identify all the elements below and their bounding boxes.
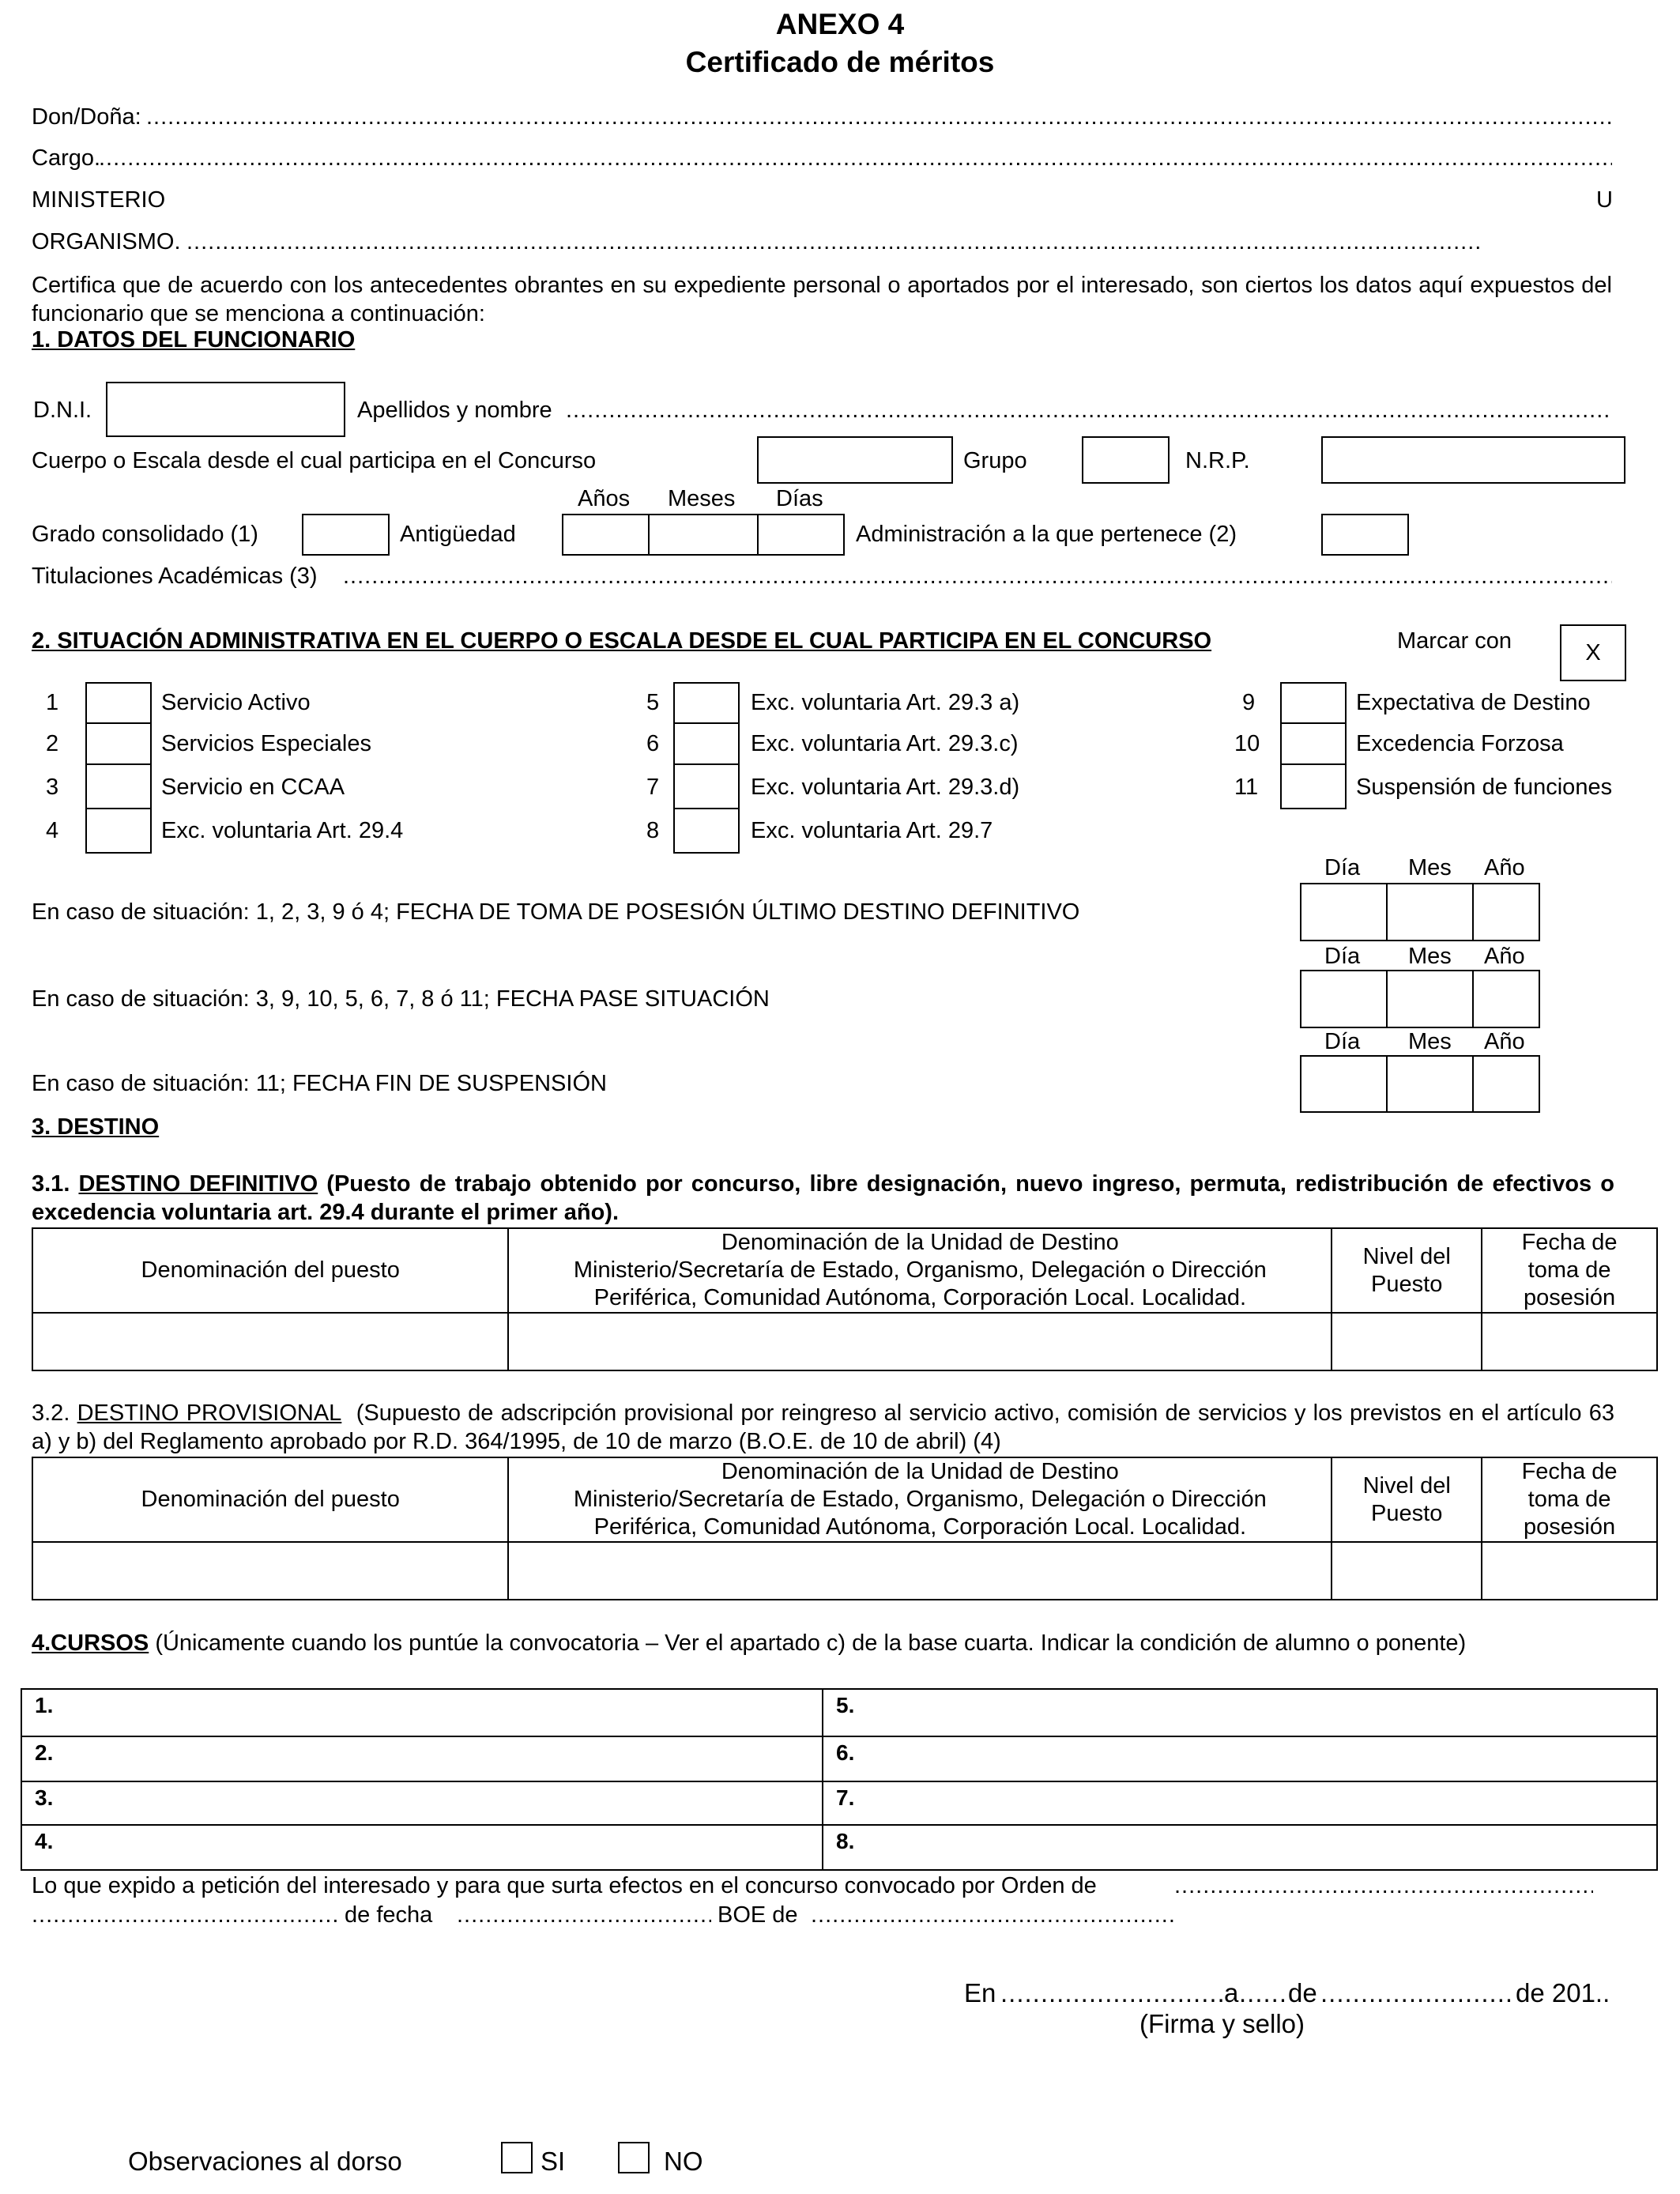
si-checkbox[interactable] — [501, 2142, 533, 2173]
cuerpo-label: Cuerpo o Escala desde el cual participa en el Concurso — [32, 448, 597, 473]
section4-line — [32, 1630, 1466, 1657]
curso-cell[interactable]: 7. — [823, 1781, 1657, 1825]
situation-label: Expectativa de Destino — [1356, 690, 1591, 715]
destino-provisional-text — [32, 1399, 1614, 1457]
no-label: NO — [664, 2147, 703, 2176]
situation-checkbox-9[interactable] — [1280, 682, 1347, 724]
s31-description: (Puesto de trabajo obtenido por concurso, libre designación, nuevo ingreso, permuta, redistribución de efectivos o excedencia voluntaria art. 29.4 durante el primer año). — [32, 1171, 1614, 1226]
situation-checkbox-1[interactable] — [85, 682, 152, 724]
situation-number: 6 — [646, 731, 660, 756]
date1-year-input[interactable] — [1472, 883, 1540, 941]
dia-header: Día — [1324, 1029, 1361, 1054]
u-label: U — [1596, 187, 1613, 213]
section4-heading: 4.CURSOS — [32, 1630, 149, 1656]
nivel-cell[interactable] — [1332, 1542, 1482, 1600]
situation-label: Exc. voluntaria Art. 29.7 — [751, 818, 993, 843]
a-label: a — [1224, 1978, 1239, 2007]
fecha-field[interactable] — [457, 1902, 711, 1928]
mes-field[interactable] — [1320, 1978, 1515, 2008]
situation-number: 1 — [46, 690, 59, 715]
nrp-input[interactable] — [1321, 436, 1625, 484]
administracion-label: Administración a la que pertenece (2) — [856, 522, 1237, 547]
don-dona-label: Don/Doña: — [32, 104, 141, 130]
orden-field[interactable] — [1174, 1873, 1593, 1899]
situation-number: 7 — [646, 775, 660, 800]
lugar-field[interactable] — [1000, 1978, 1223, 2008]
nrp-label: N.R.P. — [1185, 448, 1250, 473]
puesto-cell[interactable] — [32, 1313, 508, 1370]
antiguedad-dias-input[interactable] — [757, 514, 845, 556]
section2-heading: 2. SITUACIÓN ADMINISTRATIVA EN EL CUERPO O ESCALA DESDE EL CUAL PARTICIPA EN EL CONCURSO — [32, 628, 1212, 654]
curso-cell[interactable]: 6. — [823, 1736, 1657, 1781]
mes-header: Mes — [1408, 1029, 1452, 1054]
situation-number: 2 — [46, 731, 59, 756]
col-fecha-header: Fecha de toma de posesión — [1482, 1457, 1657, 1542]
en-label: En — [964, 1978, 996, 2007]
titulaciones-label: Titulaciones Académicas (3) — [32, 564, 318, 589]
col-unidad-header: Denominación de la Unidad de Destino Ministerio/Secretaría de Estado, Organismo, Delegación o Dirección Periférica, Comunidad Autónoma, Corporación Local. Localidad. — [508, 1457, 1332, 1542]
ano-header: Año — [1484, 944, 1525, 969]
meses-header: Meses — [668, 486, 736, 511]
cargo-label: Cargo. — [32, 145, 101, 171]
situation-checkbox-5[interactable] — [673, 682, 740, 724]
situation-number: 11 — [1234, 775, 1259, 800]
destino-definitivo-table — [32, 1227, 1658, 1371]
marcar-con-label: Marcar con — [1397, 628, 1512, 654]
situation-checkbox-4[interactable] — [85, 808, 152, 854]
mark-example-box: X — [1560, 624, 1626, 681]
situation-label: Servicios Especiales — [161, 731, 371, 756]
col-nivel-header: Nivel del Puesto — [1332, 1228, 1482, 1313]
col-fecha-header: Fecha de toma de posesión — [1482, 1228, 1657, 1313]
dni-label: D.N.I. — [33, 398, 92, 423]
dia-header: Día — [1324, 944, 1361, 969]
grado-label: Grado consolidado (1) — [32, 522, 258, 547]
no-checkbox[interactable] — [618, 2142, 650, 2173]
fecha-cell[interactable] — [1482, 1542, 1657, 1600]
situation-checkbox-3[interactable] — [85, 763, 152, 809]
s32-description: (Supuesto de adscripción provisional por reingreso al servicio activo, comisión de servicios y los previstos en el artículo 63 a) y b) del Reglamento aprobado por R.D. 364/1995, de 10 de marzo (B.O.E. de 10 de abril) (4) — [32, 1400, 1615, 1455]
situation-number: 10 — [1234, 731, 1260, 756]
situation-label: Suspensión de funciones — [1356, 775, 1613, 800]
date-row-label: En caso de situación: 1, 2, 3, 9 ó 4; FECHA DE TOMA DE POSESIÓN ÚLTIMO DESTINO DEFINITIVO — [32, 899, 1080, 925]
expido-text: Lo que expido a petición del interesado y para que surta efectos en el concurso convocado por Orden de — [32, 1873, 1097, 1898]
ano-header: Año — [1484, 1029, 1525, 1054]
antiguedad-anos-input[interactable] — [562, 514, 650, 556]
col-puesto-header: Denominación del puesto — [32, 1457, 508, 1542]
curso-cell[interactable]: 8. — [823, 1825, 1657, 1870]
observaciones-label: Observaciones al dorso — [128, 2147, 402, 2176]
curso-cell[interactable]: 1. — [21, 1689, 823, 1736]
puesto-cell[interactable] — [32, 1542, 508, 1600]
date1-month-input[interactable] — [1386, 883, 1474, 941]
ano-header: Año — [1484, 855, 1525, 880]
organismo-field[interactable] — [186, 229, 1482, 255]
si-label: SI — [541, 2147, 566, 2176]
situation-number: 5 — [646, 690, 660, 715]
de-label: de — [1288, 1978, 1317, 2007]
situation-checkbox-10[interactable] — [1280, 722, 1347, 765]
curso-cell[interactable]: 3. — [21, 1781, 823, 1825]
col-nivel-header: Nivel del Puesto — [1332, 1457, 1482, 1542]
apellidos-label: Apellidos y nombre — [357, 398, 552, 423]
situation-label: Exc. voluntaria Art. 29.4 — [161, 818, 404, 843]
situation-label: Servicio en CCAA — [161, 775, 345, 800]
don-dona-field[interactable] — [146, 104, 1612, 130]
date3-year-input[interactable] — [1472, 1055, 1540, 1113]
orden-field-cont[interactable] — [32, 1902, 341, 1928]
situation-checkbox-7[interactable] — [673, 763, 740, 809]
administracion-input[interactable] — [1321, 514, 1409, 556]
certifica-text: Certifica que de acuerdo con los antecedentes obrantes en su expediente personal o aportados por el interesado, son ciertos los datos aquí expuestos del funcionario que se menciona a continuación: — [32, 273, 1612, 327]
s32-number: 3.2. — [32, 1400, 70, 1426]
situation-label: Excedencia Forzosa — [1356, 731, 1564, 756]
date-row-label: En caso de situación: 11; FECHA FIN DE SUSPENSIÓN — [32, 1071, 607, 1096]
situation-number: 8 — [646, 818, 660, 843]
annex-number: ANEXO 4 — [775, 8, 905, 40]
situation-label: Exc. voluntaria Art. 29.3.c) — [751, 731, 1019, 756]
s31-title: DESTINO DEFINITIVO — [78, 1171, 318, 1197]
dni-input[interactable] — [106, 382, 345, 437]
s32-title: DESTINO PROVISIONAL — [77, 1400, 342, 1426]
col-puesto-header: Denominación del puesto — [32, 1228, 508, 1313]
date-row-label: En caso de situación: 3, 9, 10, 5, 6, 7, 8 ó 11; FECHA PASE SITUACIÓN — [32, 986, 770, 1012]
situation-label: Exc. voluntaria Art. 29.3 a) — [751, 690, 1020, 715]
boe-de-label: BOE de — [718, 1902, 798, 1928]
cursos-table — [21, 1688, 1658, 1871]
situation-number: 3 — [46, 775, 59, 800]
organismo-label: ORGANISMO. — [32, 229, 181, 254]
grupo-input[interactable] — [1082, 436, 1170, 484]
dias-header: Días — [776, 486, 823, 511]
curso-cell[interactable]: 2. — [21, 1736, 823, 1781]
titulaciones-field[interactable] — [343, 564, 1612, 590]
situation-checkbox-2[interactable] — [85, 722, 152, 765]
destino-definitivo-text — [32, 1170, 1614, 1227]
destino-provisional-table — [32, 1457, 1658, 1600]
ministerio-label: MINISTERIO — [32, 187, 166, 213]
grado-input[interactable] — [302, 514, 390, 556]
situation-number: 9 — [1242, 690, 1256, 715]
antiguedad-label: Antigüedad — [400, 522, 516, 547]
situation-number: 4 — [46, 818, 59, 843]
date2-month-input[interactable] — [1386, 970, 1474, 1028]
dia-field[interactable] — [1239, 1978, 1286, 2008]
date1-day-input[interactable] — [1300, 883, 1388, 941]
s31-number: 3.1. — [32, 1171, 70, 1197]
date3-day-input[interactable] — [1300, 1055, 1388, 1113]
unidad-cell[interactable] — [508, 1542, 1332, 1600]
page-title: Certificado de méritos — [685, 46, 995, 78]
curso-cell[interactable]: 5. — [823, 1689, 1657, 1736]
cargo-field[interactable] — [99, 145, 1612, 172]
nivel-cell[interactable] — [1332, 1313, 1482, 1370]
date3-month-input[interactable] — [1386, 1055, 1474, 1113]
section4-description: (Únicamente cuando los puntúe la convocatoria – Ver el apartado c) de la base cuarta. Indicar la condición de alumno o ponente) — [155, 1630, 1467, 1656]
situation-checkbox-11[interactable] — [1280, 763, 1347, 809]
dia-header: Día — [1324, 855, 1361, 880]
situation-label: Servicio Activo — [161, 690, 311, 715]
mes-header: Mes — [1408, 855, 1452, 880]
fecha-cell[interactable] — [1482, 1313, 1657, 1370]
de-fecha-label: de fecha — [345, 1902, 433, 1928]
situation-label: Exc. voluntaria Art. 29.3.d) — [751, 775, 1020, 800]
unidad-cell[interactable] — [508, 1313, 1332, 1370]
year-label: de 201.. — [1516, 1978, 1610, 2007]
situation-checkbox-8[interactable] — [673, 808, 740, 854]
mes-header: Mes — [1408, 944, 1452, 969]
situation-checkbox-6[interactable] — [673, 722, 740, 765]
date2-day-input[interactable] — [1300, 970, 1388, 1028]
boe-field[interactable] — [811, 1902, 1176, 1928]
grupo-label: Grupo — [963, 448, 1027, 473]
section1-heading: 1. DATOS DEL FUNCIONARIO — [32, 327, 356, 352]
anos-header: Años — [578, 486, 631, 511]
curso-cell[interactable]: 4. — [21, 1825, 823, 1870]
col-unidad-header: Denominación de la Unidad de Destino Ministerio/Secretaría de Estado, Organismo, Delegación o Dirección Periférica, Comunidad Autónoma, Corporación Local. Localidad. — [508, 1228, 1332, 1313]
cuerpo-input[interactable] — [757, 436, 953, 484]
firma-label: (Firma y sello) — [1139, 2009, 1305, 2038]
section3-heading: 3. DESTINO — [32, 1114, 160, 1140]
antiguedad-meses-input[interactable] — [648, 514, 759, 556]
date2-year-input[interactable] — [1472, 970, 1540, 1028]
apellidos-field[interactable] — [566, 398, 1612, 424]
